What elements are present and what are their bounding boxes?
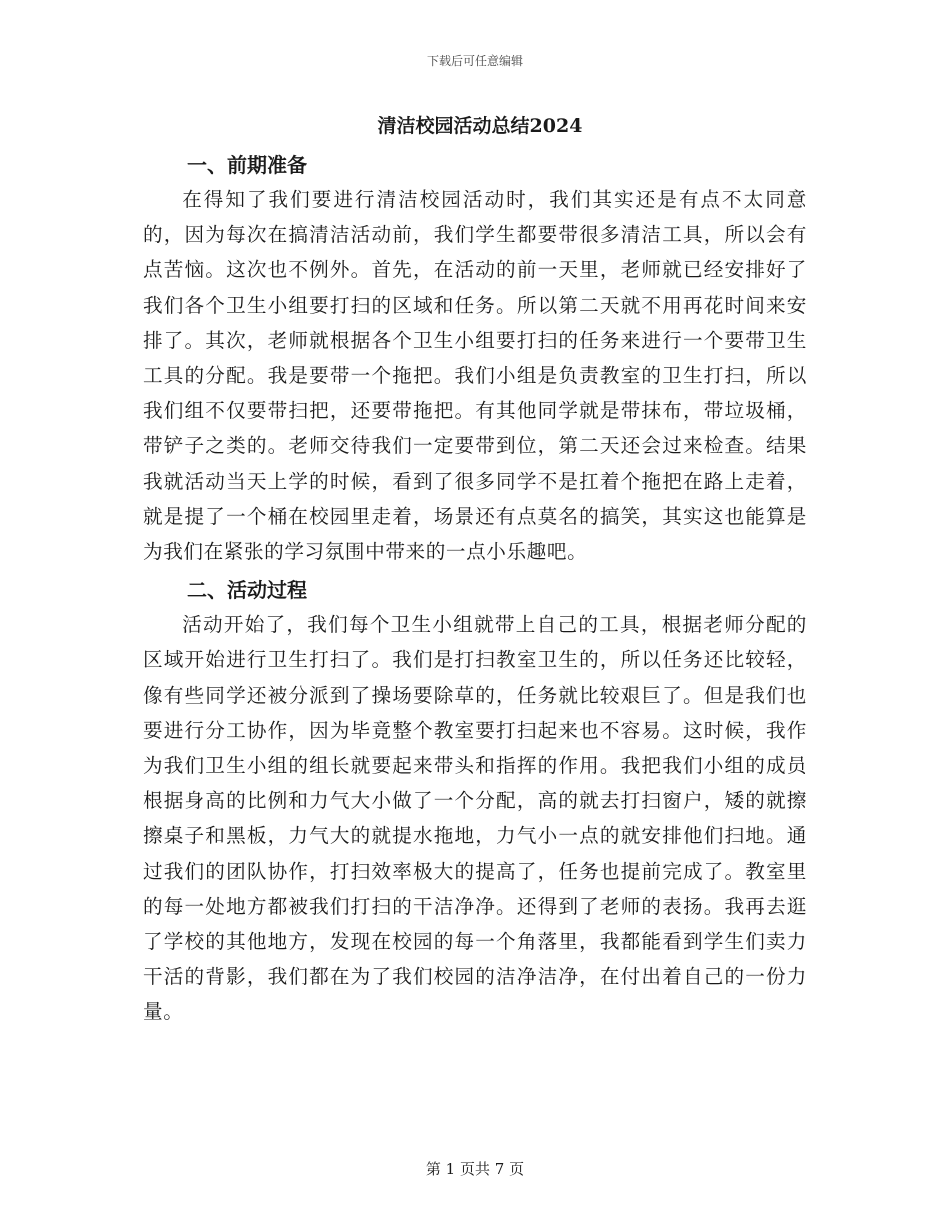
section-paragraph-preparation: 在得知了我们要进行清洁校园活动时，我们其实还是有点不太同意的，因为每次在搞清洁活动前，我们学生都要带很多清洁工具，所以会有点苦恼。这次也不例外。首先，在活动的前一天里，老师就已经安排好了我们各个卫生小组要打扫的区域和任务。所以第二天就不用再花时间来安排了。其次，老师就根据各个卫生小组要打扫的任务来进行一个要带卫生工具的分配。我是要带一个拖把。我们小组是负责教室的卫生打扫，所以我们组不仅要带扫把，还要带拖把。有其他同学就是带抹布，带垃圾桶，带铲子之类的。老师交待我们一定要带到位，第二天还会过来检查。结果我就活动当天上学的时候，看到了很多同学不是扛着个拖把在路上走着，就是提了一个桶在校园里走着，场景还有点莫名的搞笑，其实这也能算是为我们在紧张的学习氛围中带来的一点小乐趣吧。 [143, 188, 807, 564]
section-heading-process: 二、活动过程 [187, 578, 307, 603]
page-number-footer: 第 1 页共 7 页 [425, 1160, 525, 1178]
document-title: 清洁校园活动总结2024 [377, 115, 583, 137]
section-heading-preparation: 一、前期准备 [187, 153, 307, 177]
document-body [143, 112, 807, 1030]
page-header-note: 下载后可任意编辑 [426, 54, 523, 68]
section-paragraph-process: 活动开始了，我们每个卫生小组就带上自己的工具，根据老师分配的区域开始进行卫生打扫了。我们是打扫教室卫生的，所以任务还比较轻，像有些同学还被分派到了操场要除草的，任务就比较艰巨了。但是我们也要进行分工协作，因为毕竟整个教室要打扫起来也不容易。这时候，我作为我们卫生小组的组长就要起来带头和指挥的作用。我把我们小组的成员根据身高的比例和力气大小做了一个分配，高的就去打扫窗户，矮的就擦擦桌子和黑板，力气大的就提水拖地，力气小一点的就安排他们扫地。通过我们的团队协作，打扫效率极大的提高了，任务也提前完成了。教室里的每一处地方都被我们打扫的干洁净净。还得到了老师的表扬。我再去逛了学校的其他地方，发现在校园的每一个角落里，我都能看到学生们卖力干活的背影，我们都在为了我们校园的洁净洁净，在付出着自己的一份力量。 [143, 613, 807, 1024]
